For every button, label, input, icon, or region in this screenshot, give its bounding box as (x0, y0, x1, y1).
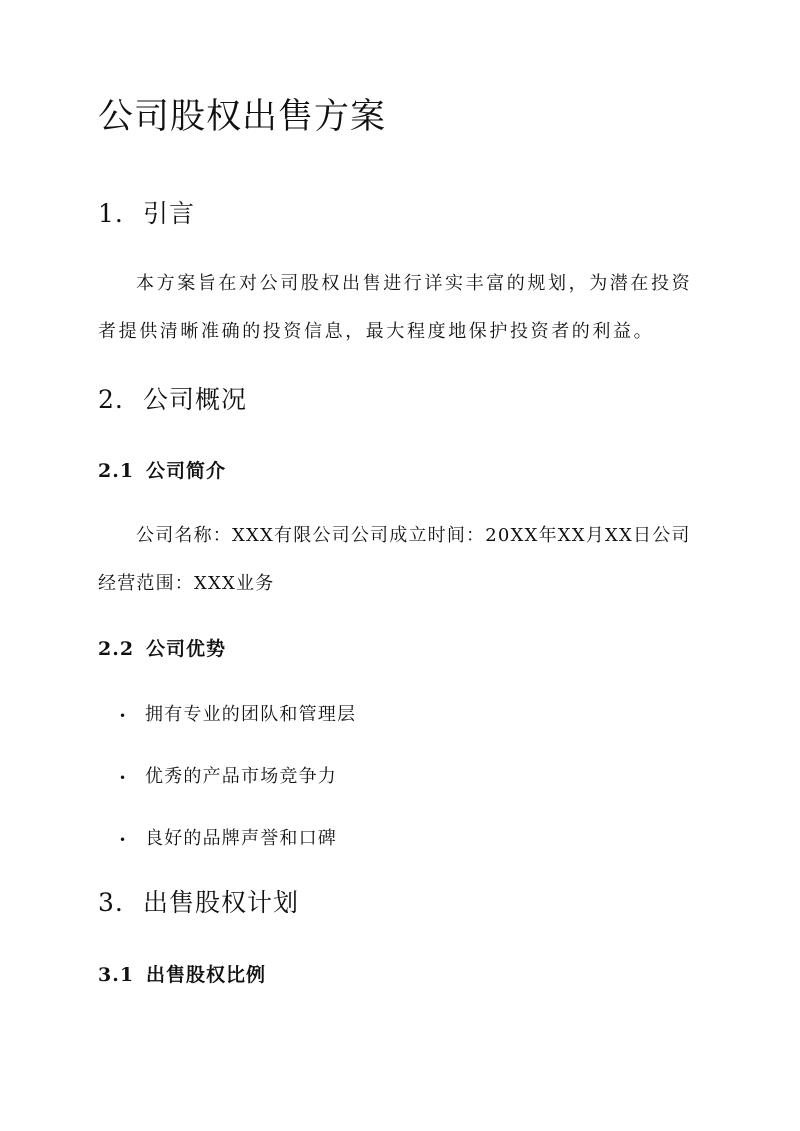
document-title: 公司股权出售方案 (98, 97, 387, 137)
subsection-2-2-number: 2.2 (98, 638, 135, 660)
subsection-3-1-number: 3.1 (98, 964, 135, 986)
subsection-3-1-heading: 出售股权比例 (146, 964, 267, 986)
subsection-2-1-number: 2.1 (98, 460, 135, 482)
section-1-heading: 引言 (143, 199, 196, 228)
section-1-number: 1. (98, 199, 124, 228)
intro-paragraph-line-2: 者提供清晰准确的投资信息，最大程度地保护投资者的利益。 (98, 321, 655, 342)
list-item: 拥有专业的团队和管理层 (145, 704, 357, 725)
subsection-2-2-heading: 公司优势 (146, 638, 227, 660)
section-3-number: 3. (98, 888, 124, 917)
list-bullet: • (119, 771, 127, 785)
list-item: 优秀的产品市场竞争力 (145, 766, 337, 787)
company-profile-line-1: 公司名称：XXX有限公司公司成立时间：20XX年XX月XX日公司 (136, 525, 691, 546)
subsection-2-1-heading: 公司简介 (146, 460, 227, 482)
section-3-heading: 出售股权计划 (143, 888, 300, 917)
list-bullet: • (119, 833, 127, 847)
list-item: 良好的品牌声誉和口碑 (145, 828, 337, 849)
section-2-heading: 公司概况 (143, 385, 248, 414)
company-profile-line-2: 经营范围：XXX业务 (98, 573, 275, 594)
list-bullet: • (119, 709, 127, 723)
section-2-number: 2. (98, 385, 124, 414)
intro-paragraph-line-1: 本方案旨在对公司股权出售进行详实丰富的规划，为潜在投资 (136, 273, 693, 294)
